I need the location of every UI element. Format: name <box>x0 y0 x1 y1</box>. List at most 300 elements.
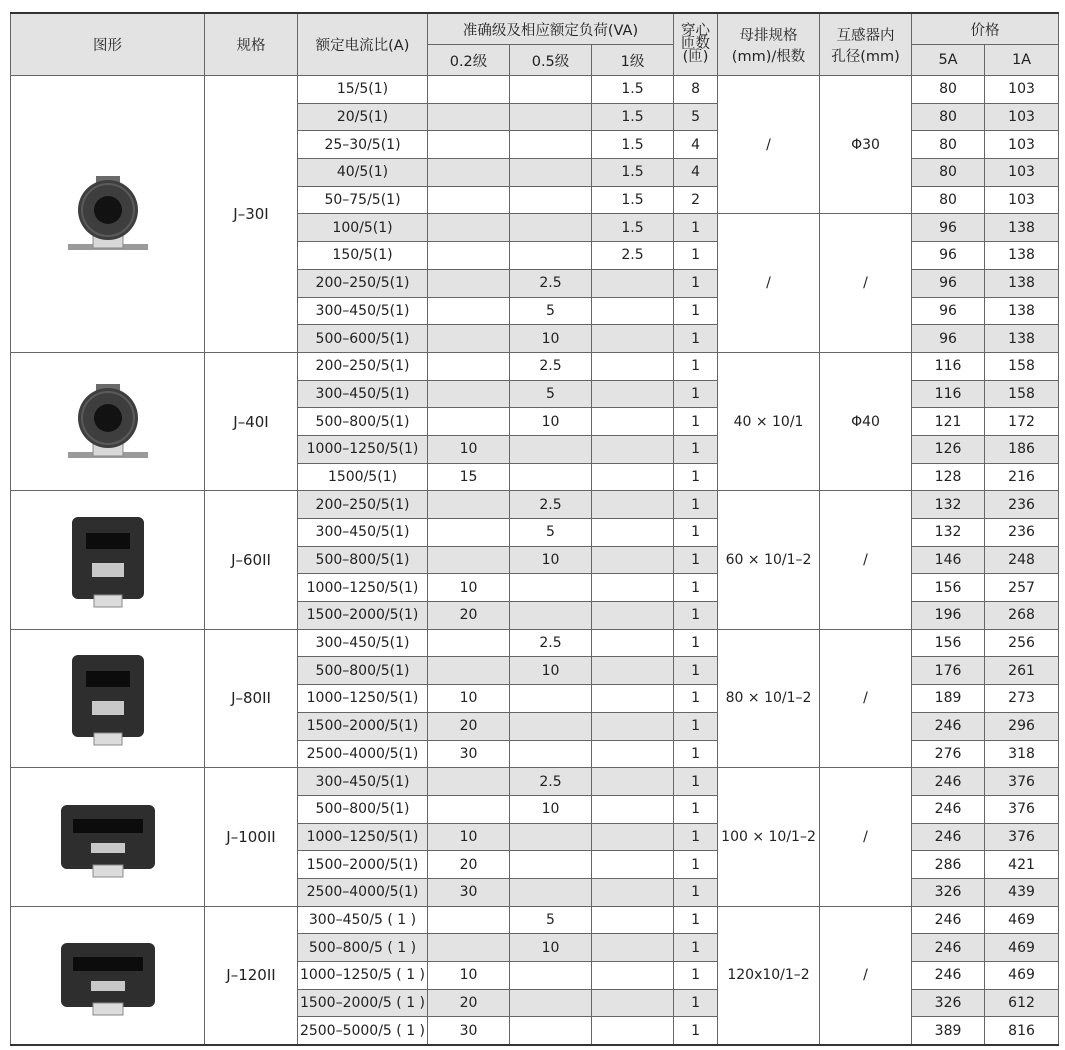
model-cell: J–80II <box>205 629 298 767</box>
table-row <box>11 629 1059 657</box>
acc-05-cell <box>510 186 592 214</box>
acc-05-cell <box>510 823 592 851</box>
product-image-cell <box>11 491 205 629</box>
acc-05-cell: 10 <box>510 934 592 962</box>
table-header <box>11 13 1059 76</box>
price-5a-cell: 80 <box>912 76 985 104</box>
current-transformer-image <box>53 787 163 887</box>
table-row <box>11 352 1059 380</box>
acc-1-cell <box>592 795 674 823</box>
price-table <box>10 12 1059 1046</box>
acc-1-cell <box>592 574 674 602</box>
acc-02-cell: 10 <box>428 962 510 990</box>
price-5a-cell: 126 <box>912 435 985 463</box>
acc-02-cell <box>428 657 510 685</box>
price-5a-cell: 121 <box>912 408 985 436</box>
acc-1-cell <box>592 491 674 519</box>
acc-02-cell: 30 <box>428 878 510 906</box>
price-5a-cell: 189 <box>912 685 985 713</box>
acc-02-cell <box>428 214 510 242</box>
price-5a-cell: 246 <box>912 906 985 934</box>
price-1a-cell: 138 <box>985 325 1059 353</box>
model-cell: J–60II <box>205 491 298 629</box>
price-5a-cell: 96 <box>912 242 985 270</box>
bore-cell: Φ30 <box>820 76 912 214</box>
acc-1-cell <box>592 823 674 851</box>
ratio-cell: 1500/5(1) <box>298 463 428 491</box>
acc-1-cell: 1.5 <box>592 186 674 214</box>
turns-cell: 1 <box>674 878 718 906</box>
price-1a-cell: 816 <box>985 1017 1059 1045</box>
current-transformer-image <box>58 505 158 615</box>
price-1a-cell: 256 <box>985 629 1059 657</box>
ratio-cell: 300–450/5(1) <box>298 629 428 657</box>
current-transformer-image <box>53 925 163 1025</box>
acc-05-cell <box>510 602 592 630</box>
acc-1-cell: 1.5 <box>592 103 674 131</box>
model-cell: J–30I <box>205 76 298 353</box>
acc-02-cell <box>428 906 510 934</box>
acc-05-cell: 2.5 <box>510 629 592 657</box>
ratio-cell: 2500–4000/5(1) <box>298 878 428 906</box>
acc-05-cell <box>510 435 592 463</box>
turns-cell: 1 <box>674 712 718 740</box>
ratio-cell: 2500–5000/5 ( 1 ) <box>298 1017 428 1045</box>
turns-cell: 1 <box>674 851 718 879</box>
acc-05-cell: 5 <box>510 519 592 547</box>
acc-1-cell <box>592 906 674 934</box>
ratio-cell: 200–250/5(1) <box>298 352 428 380</box>
acc-02-cell <box>428 297 510 325</box>
acc-02-cell <box>428 131 510 159</box>
acc-02-cell: 10 <box>428 685 510 713</box>
bore-cell: / <box>820 768 912 906</box>
table-row <box>11 491 1059 519</box>
acc-02-cell <box>428 768 510 796</box>
price-1a-cell: 257 <box>985 574 1059 602</box>
acc-02-cell: 30 <box>428 740 510 768</box>
price-5a-cell: 116 <box>912 352 985 380</box>
acc-05-cell <box>510 574 592 602</box>
turns-cell: 1 <box>674 297 718 325</box>
turns-cell: 1 <box>674 242 718 270</box>
header-figure: 图形 <box>11 13 205 76</box>
acc-02-cell <box>428 795 510 823</box>
ratio-cell: 500–800/5(1) <box>298 546 428 574</box>
acc-02-cell: 10 <box>428 823 510 851</box>
ratio-cell: 1000–1250/5(1) <box>298 685 428 713</box>
product-image-cell <box>11 352 205 490</box>
price-5a-cell: 246 <box>912 934 985 962</box>
price-1a-cell: 158 <box>985 352 1059 380</box>
turns-cell: 1 <box>674 768 718 796</box>
table-row <box>11 906 1059 934</box>
header-acc-05: 0.5级 <box>510 45 592 76</box>
ratio-cell: 300–450/5(1) <box>298 519 428 547</box>
turns-cell: 4 <box>674 159 718 187</box>
acc-1-cell <box>592 851 674 879</box>
price-1a-cell: 421 <box>985 851 1059 879</box>
product-image-cell <box>11 76 205 353</box>
current-transformer-image <box>58 164 158 264</box>
price-1a-cell: 612 <box>985 989 1059 1017</box>
acc-05-cell: 10 <box>510 657 592 685</box>
price-5a-cell: 146 <box>912 546 985 574</box>
price-1a-cell: 216 <box>985 463 1059 491</box>
bore-cell: / <box>820 629 912 767</box>
acc-05-cell: 10 <box>510 325 592 353</box>
price-5a-cell: 116 <box>912 380 985 408</box>
ratio-cell: 1000–1250/5(1) <box>298 435 428 463</box>
acc-05-cell <box>510 159 592 187</box>
acc-1-cell <box>592 740 674 768</box>
acc-05-cell <box>510 242 592 270</box>
acc-05-cell: 2.5 <box>510 491 592 519</box>
price-1a-cell: 469 <box>985 934 1059 962</box>
header-acc-1: 1级 <box>592 45 674 76</box>
header-turns-line2: 匝数 <box>681 36 711 52</box>
acc-1-cell <box>592 657 674 685</box>
product-image-cell <box>11 768 205 906</box>
acc-05-cell: 2.5 <box>510 352 592 380</box>
bore-cell: / <box>820 906 912 1045</box>
acc-05-cell <box>510 76 592 104</box>
price-5a-cell: 96 <box>912 325 985 353</box>
ratio-cell: 25–30/5(1) <box>298 131 428 159</box>
acc-02-cell: 10 <box>428 574 510 602</box>
price-1a-cell: 103 <box>985 103 1059 131</box>
busbar-cell: / <box>718 76 820 214</box>
acc-1-cell <box>592 380 674 408</box>
header-bore-line1: 互感器内 <box>836 27 895 44</box>
header-busbar-line2: (mm)/根数 <box>731 48 806 65</box>
price-5a-cell: 128 <box>912 463 985 491</box>
acc-02-cell <box>428 242 510 270</box>
acc-05-cell: 10 <box>510 795 592 823</box>
price-1a-cell: 376 <box>985 823 1059 851</box>
current-transformer-image <box>58 643 158 753</box>
turns-cell: 1 <box>674 823 718 851</box>
header-bore <box>820 13 912 76</box>
turns-cell: 1 <box>674 214 718 242</box>
ratio-cell: 50–75/5(1) <box>298 186 428 214</box>
turns-cell: 1 <box>674 685 718 713</box>
acc-05-cell <box>510 712 592 740</box>
turns-cell: 1 <box>674 657 718 685</box>
product-image-cell <box>11 629 205 767</box>
acc-1-cell <box>592 989 674 1017</box>
acc-05-cell: 5 <box>510 906 592 934</box>
acc-02-cell: 30 <box>428 1017 510 1045</box>
acc-05-cell <box>510 989 592 1017</box>
product-image-cell <box>11 906 205 1045</box>
turns-cell: 1 <box>674 740 718 768</box>
ratio-cell: 1000–1250/5(1) <box>298 823 428 851</box>
turns-cell: 1 <box>674 962 718 990</box>
price-5a-cell: 246 <box>912 962 985 990</box>
price-5a-cell: 246 <box>912 712 985 740</box>
price-1a-cell: 172 <box>985 408 1059 436</box>
price-5a-cell: 132 <box>912 519 985 547</box>
ratio-cell: 1000–1250/5 ( 1 ) <box>298 962 428 990</box>
busbar-cell: / <box>718 214 820 352</box>
acc-05-cell <box>510 463 592 491</box>
acc-05-cell <box>510 1017 592 1045</box>
turns-cell: 1 <box>674 408 718 436</box>
ratio-cell: 150/5(1) <box>298 242 428 270</box>
acc-05-cell: 10 <box>510 408 592 436</box>
price-5a-cell: 246 <box>912 795 985 823</box>
turns-cell: 1 <box>674 269 718 297</box>
price-5a-cell: 326 <box>912 878 985 906</box>
acc-1-cell: 1.5 <box>592 131 674 159</box>
price-5a-cell: 96 <box>912 269 985 297</box>
ratio-cell: 300–450/5(1) <box>298 380 428 408</box>
busbar-cell: 120x10/1–2 <box>718 906 820 1045</box>
turns-cell: 1 <box>674 380 718 408</box>
ratio-cell: 2500–4000/5(1) <box>298 740 428 768</box>
current-transformer-image <box>58 372 158 472</box>
ratio-cell: 40/5(1) <box>298 159 428 187</box>
header-busbar-line1: 母排规格 <box>739 27 798 44</box>
acc-1-cell <box>592 962 674 990</box>
header-busbar <box>718 13 820 76</box>
ratio-cell: 500–600/5(1) <box>298 325 428 353</box>
acc-1-cell <box>592 685 674 713</box>
turns-cell: 2 <box>674 186 718 214</box>
acc-02-cell <box>428 186 510 214</box>
turns-cell: 1 <box>674 629 718 657</box>
acc-02-cell: 20 <box>428 989 510 1017</box>
acc-1-cell: 2.5 <box>592 242 674 270</box>
acc-05-cell <box>510 740 592 768</box>
acc-1-cell <box>592 408 674 436</box>
header-acc-02: 0.2级 <box>428 45 510 76</box>
busbar-cell: 60 × 10/1–2 <box>718 491 820 629</box>
price-1a-cell: 469 <box>985 906 1059 934</box>
acc-02-cell <box>428 380 510 408</box>
acc-02-cell <box>428 103 510 131</box>
acc-05-cell: 2.5 <box>510 269 592 297</box>
model-cell: J–40I <box>205 352 298 490</box>
ratio-cell: 200–250/5(1) <box>298 269 428 297</box>
bore-cell: / <box>820 214 912 352</box>
price-5a-cell: 276 <box>912 740 985 768</box>
acc-1-cell <box>592 629 674 657</box>
acc-02-cell <box>428 269 510 297</box>
ratio-cell: 1500–2000/5 ( 1 ) <box>298 989 428 1017</box>
price-5a-cell: 246 <box>912 768 985 796</box>
acc-02-cell <box>428 325 510 353</box>
header-turns-line1: 穿心 <box>681 23 711 39</box>
acc-1-cell <box>592 878 674 906</box>
acc-05-cell <box>510 878 592 906</box>
price-1a-cell: 318 <box>985 740 1059 768</box>
price-1a-cell: 186 <box>985 435 1059 463</box>
ratio-cell: 500–800/5(1) <box>298 657 428 685</box>
ratio-cell: 500–800/5(1) <box>298 795 428 823</box>
turns-cell: 1 <box>674 325 718 353</box>
acc-1-cell <box>592 934 674 962</box>
price-5a-cell: 286 <box>912 851 985 879</box>
ratio-cell: 1000–1250/5(1) <box>298 574 428 602</box>
price-1a-cell: 296 <box>985 712 1059 740</box>
price-1a-cell: 261 <box>985 657 1059 685</box>
ratio-cell: 20/5(1) <box>298 103 428 131</box>
acc-1-cell <box>592 297 674 325</box>
acc-05-cell: 2.5 <box>510 768 592 796</box>
acc-1-cell <box>592 546 674 574</box>
turns-cell: 1 <box>674 1017 718 1045</box>
price-1a-cell: 248 <box>985 546 1059 574</box>
ratio-cell: 1500–2000/5(1) <box>298 602 428 630</box>
price-1a-cell: 138 <box>985 214 1059 242</box>
acc-1-cell <box>592 269 674 297</box>
acc-05-cell <box>510 103 592 131</box>
acc-1-cell <box>592 602 674 630</box>
acc-02-cell <box>428 519 510 547</box>
acc-05-cell: 5 <box>510 297 592 325</box>
turns-cell: 1 <box>674 546 718 574</box>
busbar-cell: 80 × 10/1–2 <box>718 629 820 767</box>
price-1a-cell: 138 <box>985 297 1059 325</box>
price-1a-cell: 158 <box>985 380 1059 408</box>
busbar-cell: 40 × 10/1 <box>718 352 820 490</box>
turns-cell: 1 <box>674 989 718 1017</box>
turns-cell: 1 <box>674 519 718 547</box>
header-price: 价格 <box>912 13 1059 45</box>
acc-05-cell <box>510 214 592 242</box>
acc-1-cell: 1.5 <box>592 76 674 104</box>
acc-02-cell <box>428 408 510 436</box>
price-1a-cell: 268 <box>985 602 1059 630</box>
turns-cell: 1 <box>674 934 718 962</box>
price-1a-cell: 138 <box>985 242 1059 270</box>
acc-1-cell <box>592 519 674 547</box>
price-1a-cell: 236 <box>985 519 1059 547</box>
acc-1-cell <box>592 768 674 796</box>
ratio-cell: 500–800/5 ( 1 ) <box>298 934 428 962</box>
acc-02-cell: 15 <box>428 463 510 491</box>
acc-1-cell: 1.5 <box>592 214 674 242</box>
acc-1-cell <box>592 1017 674 1045</box>
turns-cell: 1 <box>674 795 718 823</box>
price-1a-cell: 103 <box>985 76 1059 104</box>
ratio-cell: 300–450/5(1) <box>298 297 428 325</box>
acc-02-cell <box>428 629 510 657</box>
price-5a-cell: 132 <box>912 491 985 519</box>
acc-02-cell <box>428 76 510 104</box>
turns-cell: 1 <box>674 602 718 630</box>
price-1a-cell: 103 <box>985 186 1059 214</box>
ratio-cell: 500–800/5(1) <box>298 408 428 436</box>
header-spec: 规格 <box>205 13 298 76</box>
acc-02-cell <box>428 159 510 187</box>
acc-1-cell <box>592 712 674 740</box>
model-cell: J–100II <box>205 768 298 906</box>
price-1a-cell: 469 <box>985 962 1059 990</box>
acc-05-cell <box>510 131 592 159</box>
bore-cell: / <box>820 491 912 629</box>
price-5a-cell: 96 <box>912 214 985 242</box>
header-accuracy: 准确级及相应额定负荷(VA) <box>428 13 674 45</box>
acc-1-cell <box>592 352 674 380</box>
acc-1-cell: 1.5 <box>592 159 674 187</box>
header-ratio: 额定电流比(A) <box>298 13 428 76</box>
acc-1-cell <box>592 325 674 353</box>
turns-cell: 8 <box>674 76 718 104</box>
ratio-cell: 300–450/5 ( 1 ) <box>298 906 428 934</box>
turns-cell: 1 <box>674 435 718 463</box>
acc-05-cell: 5 <box>510 380 592 408</box>
price-5a-cell: 80 <box>912 159 985 187</box>
ratio-cell: 100/5(1) <box>298 214 428 242</box>
acc-02-cell <box>428 491 510 519</box>
header-price-1a: 1A <box>985 45 1059 76</box>
acc-1-cell <box>592 435 674 463</box>
price-5a-cell: 80 <box>912 103 985 131</box>
ratio-cell: 200–250/5(1) <box>298 491 428 519</box>
model-cell: J–120II <box>205 906 298 1045</box>
header-turns <box>674 13 718 76</box>
acc-02-cell: 10 <box>428 435 510 463</box>
turns-cell: 1 <box>674 491 718 519</box>
price-1a-cell: 376 <box>985 795 1059 823</box>
ratio-cell: 1500–2000/5(1) <box>298 712 428 740</box>
acc-02-cell <box>428 546 510 574</box>
table-body <box>11 76 1059 1046</box>
price-5a-cell: 156 <box>912 629 985 657</box>
price-1a-cell: 138 <box>985 269 1059 297</box>
acc-05-cell <box>510 962 592 990</box>
busbar-cell: 100 × 10/1–2 <box>718 768 820 906</box>
bore-cell: Φ40 <box>820 352 912 490</box>
acc-02-cell <box>428 352 510 380</box>
price-5a-cell: 246 <box>912 823 985 851</box>
price-5a-cell: 389 <box>912 1017 985 1045</box>
price-1a-cell: 103 <box>985 159 1059 187</box>
price-5a-cell: 176 <box>912 657 985 685</box>
price-5a-cell: 80 <box>912 186 985 214</box>
acc-02-cell: 20 <box>428 712 510 740</box>
turns-cell: 1 <box>674 906 718 934</box>
table-row <box>11 768 1059 796</box>
price-1a-cell: 273 <box>985 685 1059 713</box>
acc-05-cell: 10 <box>510 546 592 574</box>
header-bore-line2: 孔径(mm) <box>831 48 900 65</box>
ratio-cell: 300–450/5(1) <box>298 768 428 796</box>
table-row <box>11 76 1059 104</box>
turns-cell: 4 <box>674 131 718 159</box>
acc-1-cell <box>592 463 674 491</box>
turns-cell: 1 <box>674 574 718 602</box>
acc-02-cell: 20 <box>428 851 510 879</box>
turns-cell: 5 <box>674 103 718 131</box>
ratio-cell: 1500–2000/5(1) <box>298 851 428 879</box>
acc-05-cell <box>510 685 592 713</box>
price-5a-cell: 196 <box>912 602 985 630</box>
price-5a-cell: 156 <box>912 574 985 602</box>
header-price-5a: 5A <box>912 45 985 76</box>
price-5a-cell: 326 <box>912 989 985 1017</box>
acc-02-cell: 20 <box>428 602 510 630</box>
turns-cell: 1 <box>674 463 718 491</box>
ratio-cell: 15/5(1) <box>298 76 428 104</box>
acc-02-cell <box>428 934 510 962</box>
price-5a-cell: 96 <box>912 297 985 325</box>
turns-cell: 1 <box>674 352 718 380</box>
price-1a-cell: 236 <box>985 491 1059 519</box>
